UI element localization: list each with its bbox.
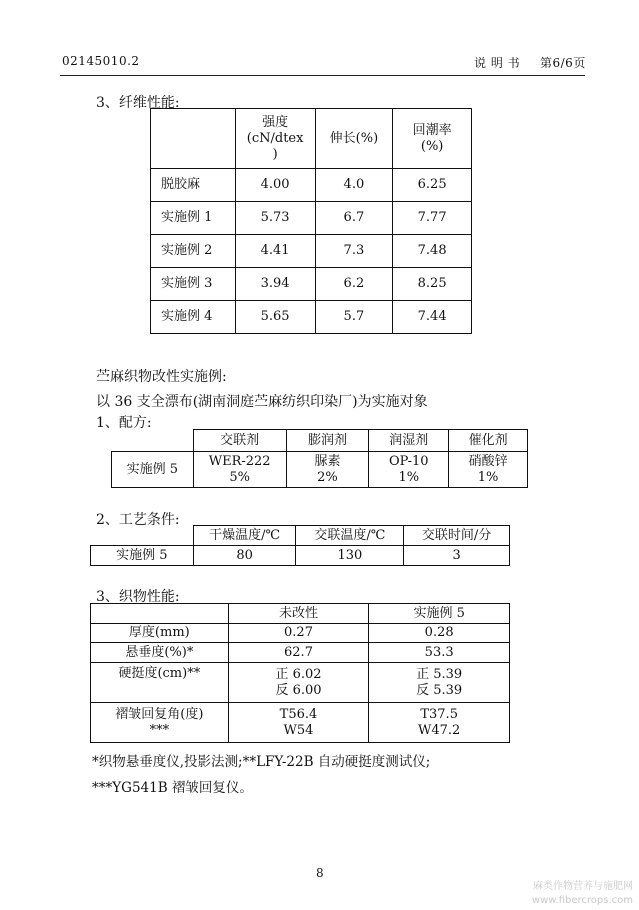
fiber-col-strength-line1: 强度 xyxy=(262,114,289,130)
cell-line: 硬挺度(cm)** xyxy=(118,666,201,681)
cell-line: 2% xyxy=(317,469,338,485)
recipe-header-blank xyxy=(112,430,194,452)
cell-line: WER-222 xyxy=(208,453,271,469)
table-row xyxy=(91,624,510,643)
recipe-table xyxy=(111,429,528,488)
cell-line: OP-10 xyxy=(388,453,429,469)
table-row xyxy=(91,546,510,566)
table-row xyxy=(151,268,472,301)
process-header-row xyxy=(91,526,510,546)
process-header-blank xyxy=(91,526,194,546)
untreated-cell xyxy=(228,663,369,703)
treated-cell xyxy=(369,624,510,643)
fiber-col-strength-line2: (cN/dtex xyxy=(246,130,304,146)
elongation-cell: 6.7 xyxy=(315,202,393,235)
fabric-header-row xyxy=(91,604,510,624)
recipe-col-wetting-agent: 润湿剂 xyxy=(369,430,449,452)
regain-cell: 8.25 xyxy=(393,268,472,301)
table-row xyxy=(91,643,510,663)
fabric-section-intro: 以 36 支全漂布(湖南洞庭苎麻纺织印染厂)为实施对象 xyxy=(96,394,428,410)
row-label: 实施例 2 xyxy=(151,235,236,268)
fiber-col-regain xyxy=(393,109,472,169)
cell-line: 1% xyxy=(477,469,499,485)
footnote-line-1: *织物悬垂度仪,投影法测;**LFY-22B 自动硬挺度测试仪; xyxy=(92,754,431,770)
table-row xyxy=(151,202,472,235)
process-heading: 2、工艺条件: xyxy=(96,512,180,528)
watermark-line-1: 麻类作物营养与施肥网 xyxy=(533,881,633,892)
cell-line: W47.2 xyxy=(418,722,461,738)
strength-cell: 5.73 xyxy=(235,202,315,235)
crosslink-temp-cell: 130 xyxy=(296,546,404,566)
recipe-header-row xyxy=(112,430,528,452)
elongation-cell: 4.0 xyxy=(315,169,393,202)
cell-line: 反 6.00 xyxy=(275,682,322,698)
page-number: 8 xyxy=(316,866,324,880)
cell-line: 正 5.39 xyxy=(416,666,463,682)
fiber-col-regain-line2: (%) xyxy=(420,138,444,154)
process-col-crosslink-time: 交联时间/分 xyxy=(404,526,510,546)
fiber-col-strength-line3: ) xyxy=(272,146,278,162)
fabric-col-untreated: 未改性 xyxy=(228,604,369,624)
recipe-crosslinker-cell xyxy=(193,452,286,488)
row-label xyxy=(91,624,229,643)
row-label: 实施例 3 xyxy=(151,268,236,301)
process-col-crosslink-temp: 交联温度/℃ xyxy=(296,526,404,546)
header-divider xyxy=(60,75,585,76)
treated-cell xyxy=(369,643,510,663)
row-label: 实施例 5 xyxy=(91,546,194,566)
recipe-wetting-agent-cell xyxy=(369,452,449,488)
fabric-properties-table xyxy=(90,603,510,743)
cell-line: *** xyxy=(149,722,170,738)
row-label xyxy=(91,663,229,703)
table-row xyxy=(151,301,472,334)
recipe-heading: 1、配方: xyxy=(96,415,152,431)
row-label: 实施例 5 xyxy=(112,452,194,488)
cell-line: 脲素 xyxy=(314,453,341,469)
treated-cell xyxy=(369,703,510,743)
cell-line: 硝酸锌 xyxy=(468,453,508,469)
fiber-col-elongation-line1: 伸长(%) xyxy=(329,130,379,146)
process-col-drying-temp: 干燥温度/℃ xyxy=(193,526,296,546)
regain-cell: 6.25 xyxy=(393,169,472,202)
fiber-properties-table xyxy=(150,108,472,334)
cell-line: 0.27 xyxy=(284,625,313,640)
regain-cell: 7.48 xyxy=(393,235,472,268)
cell-line: 厚度(mm) xyxy=(128,625,190,640)
row-label xyxy=(91,703,229,743)
cell-line: 褶皱回复角(度) xyxy=(115,706,204,722)
row-label: 实施例 4 xyxy=(151,301,236,334)
fiber-header-row xyxy=(151,109,472,169)
page-indicator: 第6/6页 xyxy=(540,56,586,70)
fiber-col-regain-line1: 回潮率 xyxy=(412,122,452,138)
cell-line: 悬垂度(%)* xyxy=(125,644,194,660)
elongation-cell: 6.2 xyxy=(315,268,393,301)
cell-line: W54 xyxy=(283,722,314,738)
recipe-swelling-agent-cell xyxy=(286,452,369,488)
treated-cell xyxy=(369,663,510,703)
row-label: 脱胶麻 xyxy=(151,169,236,202)
footnote-line-2: ***YG541B 褶皱回复仪。 xyxy=(92,780,253,796)
fiber-col-strength xyxy=(235,109,315,169)
table-row xyxy=(151,235,472,268)
fabric-col-treated: 实施例 5 xyxy=(369,604,510,624)
recipe-col-swelling-agent: 膨润剂 xyxy=(286,430,369,452)
strength-cell: 4.41 xyxy=(235,235,315,268)
cell-line: T56.4 xyxy=(279,706,318,722)
cell-line: 正 6.02 xyxy=(275,666,322,682)
table-row xyxy=(112,452,528,488)
cell-line: 53.3 xyxy=(424,644,454,660)
table-row xyxy=(91,663,510,703)
cell-line: 62.7 xyxy=(284,644,313,660)
recipe-col-catalyst: 催化剂 xyxy=(449,430,528,452)
table-row xyxy=(91,703,510,743)
regain-cell: 7.77 xyxy=(393,202,472,235)
elongation-cell: 7.3 xyxy=(315,235,393,268)
cell-line: 0.28 xyxy=(424,625,454,640)
strength-cell: 5.65 xyxy=(235,301,315,334)
fiber-header-blank xyxy=(151,109,236,169)
fiber-heading: 3、纤维性能: xyxy=(96,95,180,111)
doc-number: 02145010.2 xyxy=(62,54,140,68)
table-row xyxy=(151,169,472,202)
watermark-line-2: www.fibercrops.com xyxy=(531,895,633,906)
untreated-cell xyxy=(228,643,369,663)
strength-cell: 4.00 xyxy=(235,169,315,202)
row-label xyxy=(91,643,229,663)
cell-line: 1% xyxy=(398,469,420,485)
cell-line: T37.5 xyxy=(420,706,458,722)
drying-temp-cell: 80 xyxy=(193,546,296,566)
process-table xyxy=(90,525,510,566)
fabric-heading: 3、织物性能: xyxy=(96,589,180,605)
watermark xyxy=(532,880,633,908)
cell-line: 反 5.39 xyxy=(416,682,463,698)
fabric-section-title: 苎麻织物改性实施例: xyxy=(96,369,227,385)
row-label: 实施例 1 xyxy=(151,202,236,235)
strength-cell: 3.94 xyxy=(235,268,315,301)
elongation-cell: 5.7 xyxy=(315,301,393,334)
crosslink-time-cell: 3 xyxy=(404,546,510,566)
cell-line: 5% xyxy=(229,469,250,485)
recipe-catalyst-cell xyxy=(449,452,528,488)
untreated-cell xyxy=(228,703,369,743)
doc-type: 说 明 书 xyxy=(474,56,521,70)
regain-cell: 7.44 xyxy=(393,301,472,334)
fiber-col-elongation xyxy=(315,109,393,169)
untreated-cell xyxy=(228,624,369,643)
fabric-header-blank xyxy=(91,604,229,624)
recipe-col-crosslinker: 交联剂 xyxy=(193,430,286,452)
